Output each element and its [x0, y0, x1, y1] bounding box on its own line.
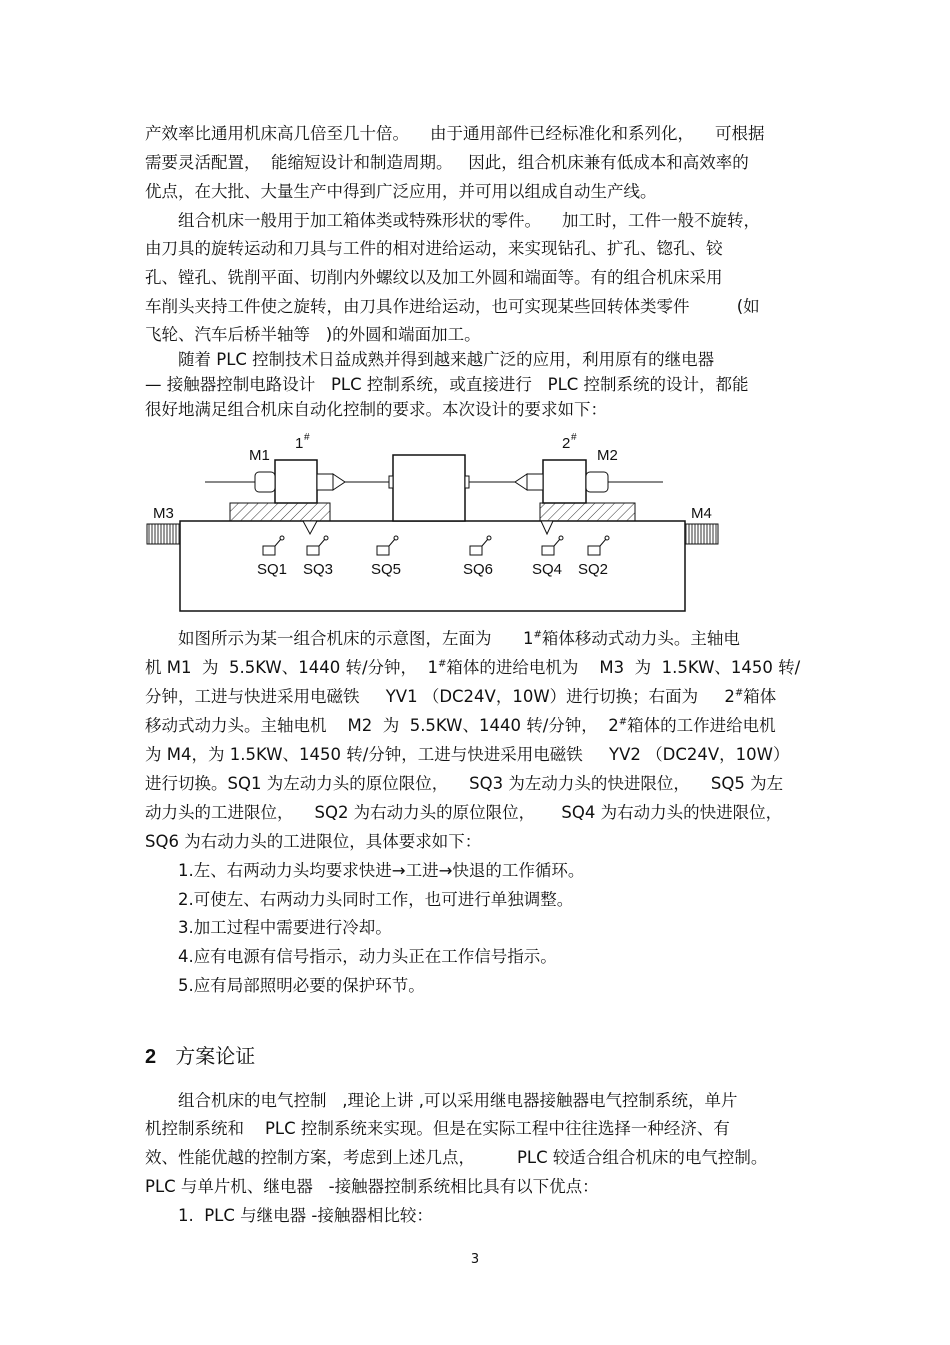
right-power-head [543, 460, 586, 503]
description-line-6: 进行切换。SQ1 为左动力头的原位限位， SQ3 为左动力头的快进限位， SQ5 为左 [145, 774, 784, 793]
label-head-2-sharp: # [571, 432, 577, 443]
description-line-1: 如图所示为某一组合机床的示意图，左面为 1#箱体移动式动力头。主轴电 [178, 629, 740, 648]
left-power-head [275, 460, 317, 503]
paragraph-2-line-3: 孔、镗孔、铣削平面、切削内外螺纹以及加工外圆和端面等。有的组合机床采用 [145, 268, 723, 287]
paragraph-4-line-3: 效、性能优越的控制方案，考虑到上述几点， PLC 较适合组合机床的电气控制。 [145, 1148, 768, 1167]
requirement-item-3: 3.加工过程中需要进行冷却。 [178, 918, 392, 937]
paragraph-4-line-2: 机控制系统和 PLC 控制系统来实现。但是在实际工程中往往选择一种经济、有 [145, 1119, 730, 1138]
label-m3: M3 [153, 505, 174, 522]
paragraph-4-line-1: 组合机床的电气控制 ,理论上讲 ,可以采用继电器接触器电气控制系统，单片 [178, 1091, 738, 1110]
label-sq2: SQ2 [578, 561, 609, 578]
requirement-item-2: 2.可使左、右两动力头同时工作，也可进行单独调整。 [178, 890, 574, 909]
left-tool [333, 474, 345, 490]
motor-m4 [685, 524, 718, 544]
section-title: 方案论证 [175, 1044, 256, 1068]
label-head-1: 1 [295, 435, 304, 452]
paragraph-2-line-2: 由刀具的旋转运动和刀具与工件的相对进给运动，来实现钻孔、扩孔、锪孔、铰 [145, 239, 723, 258]
paragraph-2-line-1: 组合机床一般用于加工箱体类或特殊形状的零件。 加工时，工件一般不旋转， [178, 211, 760, 230]
paragraph-2-line-5: 飞轮、汽车后桥半轴等 )的外圆和端面加工。 [145, 325, 481, 344]
right-tool [515, 474, 527, 490]
description-line-4: 移动式动力头。主轴电机 M2 为 5.5KW、1440 转/分钟， 2#箱体的工作进给电机 [145, 716, 776, 735]
paragraph-1-line-2: 需要灵活配置， 能缩短设计和制造周期。 因此，组合机床兼有低成本和高效率的 [145, 153, 749, 172]
section-heading [145, 1043, 255, 1070]
label-sq5: SQ5 [371, 561, 402, 578]
paragraph-3-line-1: 随着 PLC 控制技术日益成熟并得到越来越广泛的应用，利用原有的继电器 [178, 350, 715, 369]
requirement-item-4: 4.应有电源有信号指示，动力头正在工作信号指示。 [178, 947, 557, 966]
paragraph-2-line-4: 车削头夹持工件使之旋转，由刀具作进给运动，也可实现某些回转体类零件 (如 [145, 297, 760, 316]
section-number: 2 [145, 1046, 157, 1068]
list-item-1: 1. PLC 与继电器 -接触器相比较： [178, 1206, 433, 1225]
fixture-left-stud [389, 476, 393, 488]
requirement-item-5: 5.应有局部照明必要的保护环节。 [178, 976, 425, 995]
label-sq4: SQ4 [532, 561, 563, 578]
machine-tool-diagram [145, 428, 725, 618]
description-line-2: 机 M1 为 5.5KW、1440 转/分钟， 1#箱体的进给电机为 M3 为 1.5KW、1450 转/ [145, 658, 801, 677]
motor-m1 [255, 472, 275, 492]
label-m2: M2 [597, 447, 618, 464]
label-head-1-sharp: # [304, 432, 310, 443]
paragraph-1-line-3: 优点，在大批、大量生产中得到广泛应用，并可用以组成自动生产线。 [145, 182, 657, 201]
label-head-2: 2 [562, 435, 571, 452]
motor-m3 [147, 524, 180, 544]
label-m4: M4 [691, 505, 712, 522]
label-sq3: SQ3 [303, 561, 334, 578]
requirement-item-1: 1.左、右两动力头均要求快进→工进→快退的工作循环。 [178, 861, 585, 880]
left-spindle [317, 474, 333, 490]
paragraph-3-line-3: 很好地满足组合机床自动化控制的要求。本次设计的要求如下： [145, 400, 607, 419]
label-sq1: SQ1 [257, 561, 288, 578]
machine-bed [180, 521, 685, 611]
workpiece-fixture [393, 455, 465, 521]
left-slide [230, 503, 330, 521]
paragraph-4-line-4: PLC 与单片机、继电器 -接触器控制系统相比具有以下优点： [145, 1177, 599, 1196]
label-m1: M1 [249, 447, 270, 464]
right-spindle [527, 474, 543, 490]
right-slide [540, 503, 635, 521]
fixture-right-stud [465, 476, 469, 488]
description-line-5: 为 M4，为 1.5KW、1450 转/分钟，工进与快进采用电磁铁 YV2 （DC24V，10W） [145, 745, 790, 764]
description-line-7: 动力头的工进限位， SQ2 为右动力头的原位限位， SQ4 为右动力头的快进限位， [145, 803, 783, 822]
paragraph-3-line-2: — 接触器控制电路设计 PLC 控制系统，或直接进行 PLC 控制系统的设计，都能 [145, 375, 749, 394]
paragraph-1-line-1: 产效率比通用机床高几倍至几十倍。 由于通用部件已经标准化和系列化， 可根据 [145, 124, 765, 143]
label-sq6: SQ6 [463, 561, 494, 578]
description-line-3: 分钟，工进与快进采用电磁铁 YV1 （DC24V，10W）进行切换；右面为 2#箱体 [145, 687, 777, 706]
page-number: 3 [470, 1252, 480, 1267]
motor-m2 [586, 472, 608, 492]
description-line-8: SQ6 为右动力头的工进限位，具体要求如下： [145, 832, 482, 851]
